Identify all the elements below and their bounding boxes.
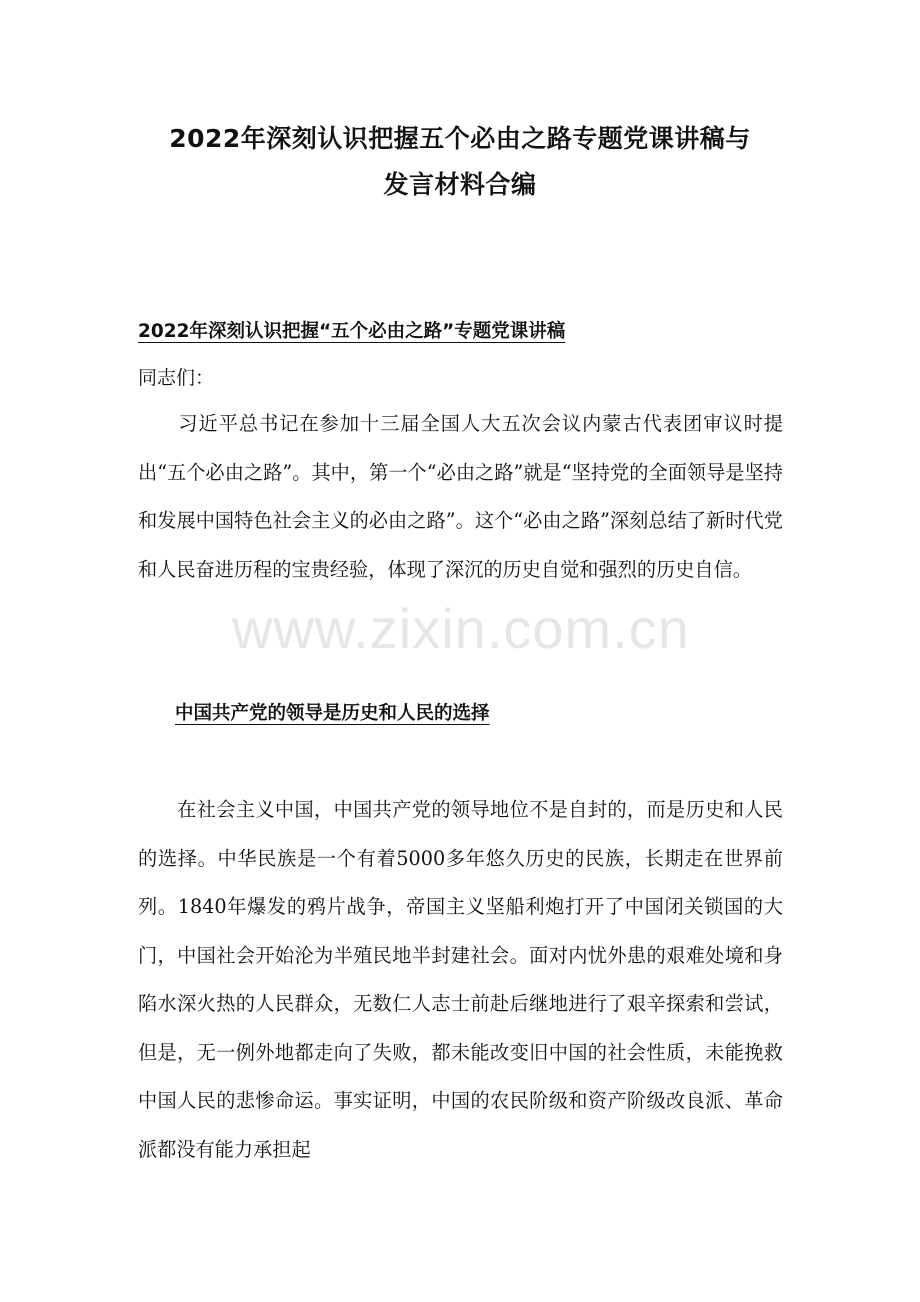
section-heading: 2022年深刻认识把握“五个必由之路”专题党课讲稿 xyxy=(138,321,566,342)
body-paragraph-1: 习近平总书记在参加十三届全国人大五次会议内蒙古代表团审议时提出“五个必由之路”。其中，第一个“必由之路”就是“坚持党的全面领导是坚持和发展中国特色社会主义的必由之路”。这个“必由之路”深刻总结了新时代党和人民奋进历程的宝贵经验，体现了深沉的历史自觉和强烈的历史自信。 xyxy=(138,412,783,581)
document-title-line-1: 2022年深刻认识把握五个必由之路专题党课讲稿与 xyxy=(169,124,751,153)
sub-heading: 中国共产党的领导是历史和人民的选择 xyxy=(175,703,490,724)
watermark: www.zixin.com.cn xyxy=(232,597,690,660)
salutation: 同志们： xyxy=(138,367,215,389)
document-title-line-2: 发言材料合编 xyxy=(383,170,537,199)
body-paragraph-2: 在社会主义中国，中国共产党的领导地位不是自封的，而是历史和人民的选择。中华民族是一个有着5000多年悠久历史的民族，长期走在世界前列。1840年爆发的鸦片战争，帝国主义坚船利炮打开了中国闭关锁国的大门，中国社会开始沦为半殖民地半封建社会。面对内忧外患的艰难处境和身陷水深火热的人民群众，无数仁人志士前赴后继地进行了艰辛探索和尝试，但是，无一例外地都走向了失败，都未能改变旧中国的社会性质，未能挽救中国人民的悲惨命运。事实证明，中国的农民阶级和资产阶级改良派、革命派都没有能力承担起 xyxy=(138,798,783,1161)
